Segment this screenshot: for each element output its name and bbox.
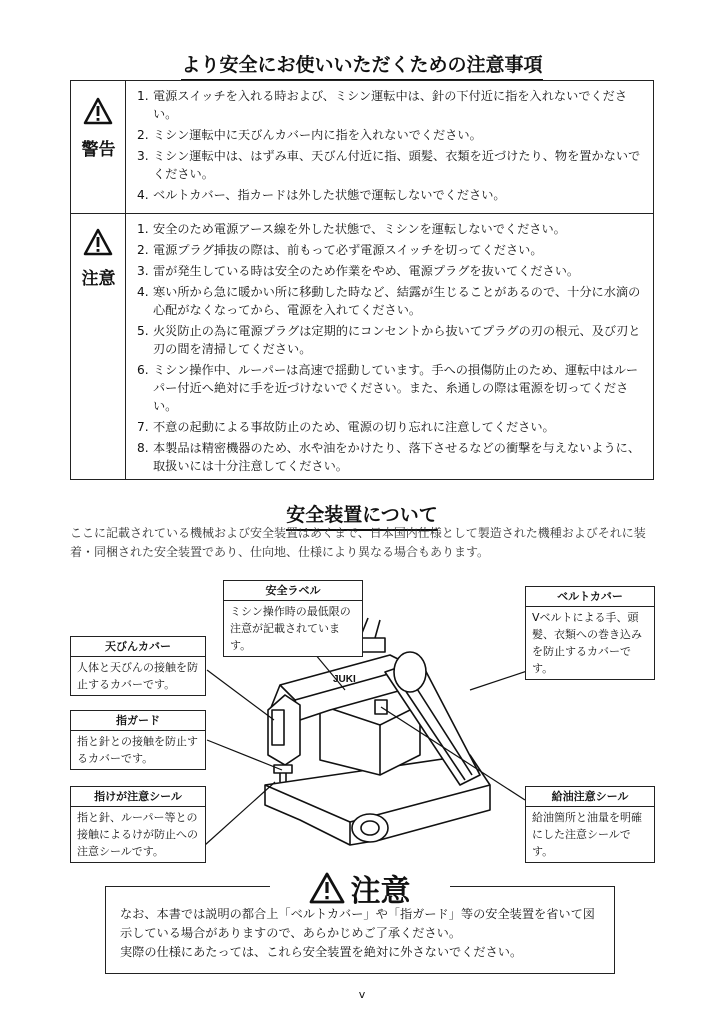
- list-item: [137, 322, 645, 358]
- item-text: 寒い所から急に暖かい所に移動した時など、結露が生じることがあるので、十分に水滴の心配がなくなってから、電源を入れてください。: [153, 285, 641, 317]
- item-number: 5.: [137, 324, 149, 338]
- item-number: 4.: [137, 285, 149, 299]
- list-item: [137, 220, 645, 238]
- list-item: [137, 439, 645, 475]
- list-item: [137, 186, 645, 204]
- item-text: ベルトカバー、指カードは外した状態で運転しないでください。: [153, 188, 506, 202]
- page-title: より安全にお使いいただくための注意事項: [0, 50, 724, 77]
- item-text: 本製品は精密機器のため、水や油をかけたり、落下させるなどの衝撃を与えないように、取扱いには十分注意してください。: [153, 441, 641, 473]
- list-item: [137, 283, 645, 319]
- list-item: [137, 147, 645, 183]
- thread-take-up-cover-leader-line: [207, 670, 274, 720]
- item-number: 3.: [137, 264, 149, 278]
- item-number: 3.: [137, 149, 149, 163]
- caution-triangle-icon: [309, 872, 345, 904]
- item-text: ミシン操作中、ルーパーは高速で揺動しています。手への損傷防止のため、運転中はルーパー付近へ絶対に手を近づけないでください。また、糸通しの際は電源を切ってください。: [153, 363, 639, 413]
- item-number: 1.: [137, 89, 149, 103]
- item-number: 7.: [137, 420, 149, 434]
- warning-label: 警告: [81, 140, 116, 160]
- list-item: [137, 418, 645, 436]
- machine-brand-text: JUKI: [333, 674, 356, 685]
- caution-triangle-icon: [83, 228, 113, 256]
- item-text: 電源スイッチを入れる時および、ミシン運転中は、針の下付近に指を入れないでください。: [153, 89, 628, 121]
- item-number: 8.: [137, 441, 149, 455]
- item-text: 雷が発生している時は安全のため作業をやめ、電源プラグを抜いてください。: [153, 264, 580, 278]
- item-number: 2.: [137, 243, 149, 257]
- item-text: 不意の起動による事故防止のため、電源の切り忘れに注意してください。: [153, 420, 555, 434]
- caution-list: [137, 220, 645, 478]
- list-item: [137, 126, 645, 144]
- injury-seal-leader-line: [205, 782, 275, 845]
- item-number: 4.: [137, 188, 149, 202]
- callout-thread-take-up-cover: 天びんカバー 人体と天びんの接触を防止するカバーです。: [70, 636, 206, 696]
- safety-precautions-table: [70, 80, 654, 480]
- list-item: [137, 241, 645, 259]
- caution-section: [71, 214, 653, 479]
- callout-oiling-seal: 給油注意シール 給油箇所と油量を明確にした注意シールです。: [525, 786, 655, 863]
- section-title: 安全装置について: [0, 500, 724, 527]
- callout-finger-guard: 指ガード 指と針との接触を防止するカバーです。: [70, 710, 206, 770]
- page-number: v: [358, 988, 366, 1001]
- list-item: [137, 87, 645, 123]
- notice-heading: 注意: [270, 866, 450, 906]
- item-text: 火災防止の為に電源プラグは定期的にコンセントから抜いてプラグの刃の根元、及び刃と刃の間を清掃してください。: [153, 324, 641, 356]
- list-item: [137, 262, 645, 280]
- caution-label: 注意: [81, 269, 116, 289]
- item-text: ミシン運転中は、はずみ車、天びん付近に指、頭髪、衣類を近づけたり、物を置かないでください。: [153, 149, 641, 181]
- warning-list: [137, 87, 645, 207]
- item-number: 1.: [137, 222, 149, 236]
- notice-body: なお、本書では説明の都合上「ベルトカバー」や「指ガード」等の安全装置を省いて図示している場合がありますので、あらかじめご了承ください。 実際の仕様にあたっては、これら安全装置を絶対に外さないでください。: [120, 907, 595, 959]
- section-intro: ここに記載されている機械および安全装置はあくまで、日本国内仕様として製造された機種およびそれに装着・同梱された安全装置であり、仕向地、仕様により異なる場合もあります。: [70, 526, 646, 559]
- warning-triangle-icon: [83, 97, 113, 125]
- item-number: 2.: [137, 128, 149, 142]
- item-text: ミシン運転中に天びんカバー内に指を入れないでください。: [153, 128, 482, 142]
- warning-section: [71, 81, 653, 213]
- item-number: 6.: [137, 363, 149, 377]
- callout-injury-seal: 指けが注意シール 指と針、ルーパー等との接触によるけが防止への注意シールです。: [70, 786, 206, 863]
- list-item: [137, 361, 645, 415]
- callout-safety-label: 安全ラベル ミシン操作時の最低限の注意が記載されています。: [223, 580, 363, 657]
- item-text: 電源プラグ挿抜の際は、前もって必ず電源スイッチを切ってください。: [153, 243, 543, 257]
- item-text: 安全のため電源アース線を外した状態で、ミシンを運転しないでください。: [153, 222, 566, 236]
- callout-belt-cover: ベルトカバー Vベルトによる手、頭髪、衣類への巻き込みを防止するカバーです。: [525, 586, 655, 680]
